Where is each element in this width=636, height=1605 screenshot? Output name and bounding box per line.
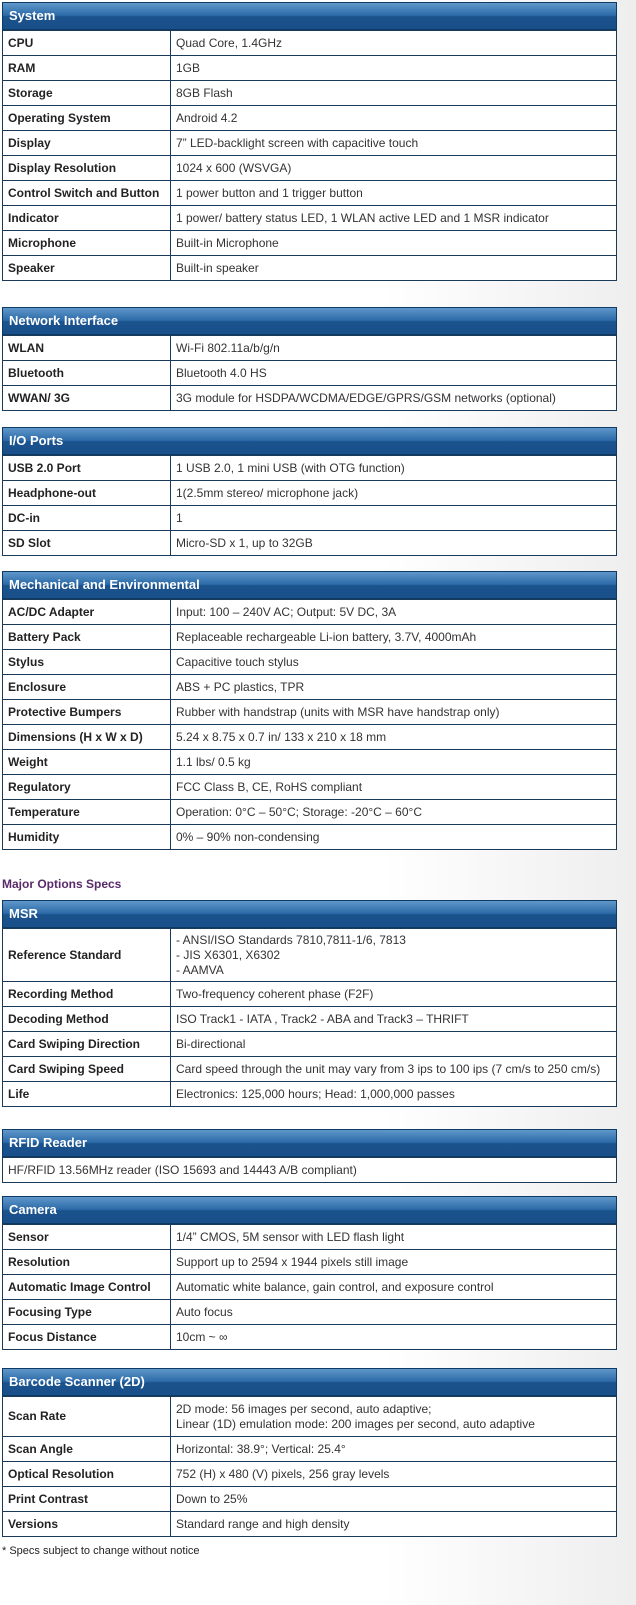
spec-value: 0% – 90% non-condensing: [171, 825, 617, 850]
table-row: [3, 775, 617, 800]
spec-label: WLAN: [3, 336, 171, 361]
table-row: [3, 982, 617, 1007]
spec-value: Automatic white balance, gain control, and exposure control: [171, 1275, 617, 1300]
spec-value: Rubber with handstrap (units with MSR have handstrap only): [171, 700, 617, 725]
spec-value: 1.1 lbs/ 0.5 kg: [171, 750, 617, 775]
table-row: [3, 625, 617, 650]
section-header: Barcode Scanner (2D): [2, 1368, 617, 1396]
spec-table: [2, 455, 617, 556]
spec-label: Print Contrast: [3, 1487, 171, 1512]
section-rfid-reader: [2, 1129, 617, 1183]
spec-label: Focusing Type: [3, 1300, 171, 1325]
section-header: RFID Reader: [2, 1129, 617, 1157]
footnote: * Specs subject to change without notice: [2, 1545, 200, 1557]
spec-value: Input: 100 – 240V AC; Output: 5V DC, 3A: [171, 600, 617, 625]
spec-label: Display: [3, 131, 171, 156]
table-row: [3, 1300, 617, 1325]
table-row: [3, 1225, 617, 1250]
spec-label: Humidity: [3, 825, 171, 850]
table-row: [3, 600, 617, 625]
table-row: [3, 231, 617, 256]
table-row: [3, 1275, 617, 1300]
spec-table: [2, 1224, 617, 1350]
table-row: [3, 1032, 617, 1057]
spec-table: [2, 928, 617, 1107]
spec-label: USB 2.0 Port: [3, 456, 171, 481]
spec-value: 1 power button and 1 trigger button: [171, 181, 617, 206]
spec-label: Scan Angle: [3, 1437, 171, 1462]
spec-value: Micro-SD x 1, up to 32GB: [171, 531, 617, 556]
table-row: [3, 725, 617, 750]
spec-value: 10cm ~ ∞: [171, 1325, 617, 1350]
spec-value-line: Linear (1D) emulation mode: 200 images per second, auto adaptive: [176, 1416, 535, 1431]
spec-value: Standard range and high density: [171, 1512, 617, 1537]
table-row: [3, 131, 617, 156]
spec-value: 5.24 x 8.75 x 0.7 in/ 133 x 210 x 18 mm: [171, 725, 617, 750]
spec-label: Reference Standard: [3, 929, 171, 982]
table-row: [3, 156, 617, 181]
table-row: [3, 481, 617, 506]
major-options-heading: Major Options Specs: [2, 877, 122, 891]
spec-label: Card Swiping Speed: [3, 1057, 171, 1082]
spec-table: [2, 335, 617, 411]
table-row: [3, 1250, 617, 1275]
spec-table: [2, 30, 617, 281]
spec-value-line: - ANSI/ISO Standards 7810,7811-1/6, 7813: [176, 932, 406, 947]
section-header: Network Interface: [2, 307, 617, 335]
section-header: I/O Ports: [2, 427, 617, 455]
spec-label: Resolution: [3, 1250, 171, 1275]
spec-label: Life: [3, 1082, 171, 1107]
section-camera: [2, 1196, 617, 1350]
table-row: [3, 1437, 617, 1462]
spec-label: Storage: [3, 81, 171, 106]
table-row: [3, 1462, 617, 1487]
spec-table: [2, 599, 617, 850]
spec-value-line: - AAMVA: [176, 962, 224, 977]
spec-label: Decoding Method: [3, 1007, 171, 1032]
table-row: [3, 1325, 617, 1350]
spec-value: 1 power/ battery status LED, 1 WLAN active LED and 1 MSR indicator: [171, 206, 617, 231]
spec-label: Versions: [3, 1512, 171, 1537]
spec-value: Android 4.2: [171, 106, 617, 131]
spec-label: Microphone: [3, 231, 171, 256]
spec-value: 752 (H) x 480 (V) pixels, 256 gray levels: [171, 1462, 617, 1487]
spec-label: Scan Rate: [3, 1397, 171, 1437]
table-row: [3, 800, 617, 825]
spec-value: Down to 25%: [171, 1487, 617, 1512]
section-header: Mechanical and Environmental: [2, 571, 617, 599]
spec-value: [171, 929, 617, 982]
spec-label: Speaker: [3, 256, 171, 281]
spec-value: Capacitive touch stylus: [171, 650, 617, 675]
spec-label: AC/DC Adapter: [3, 600, 171, 625]
spec-value: [171, 1397, 617, 1437]
table-row: [3, 506, 617, 531]
spec-label: SD Slot: [3, 531, 171, 556]
spec-value: Operation: 0°C – 50°C; Storage: -20°C – 60°C: [171, 800, 617, 825]
spec-value: 3G module for HSDPA/WCDMA/EDGE/GPRS/GSM networks (optional): [171, 386, 617, 411]
spec-value-line: 2D mode: 56 images per second, auto adaptive;: [176, 1401, 432, 1416]
table-row: [3, 256, 617, 281]
spec-value: Built-in speaker: [171, 256, 617, 281]
spec-label: WWAN/ 3G: [3, 386, 171, 411]
spec-value: 1(2.5mm stereo/ microphone jack): [171, 481, 617, 506]
section-mechanical-environmental: [2, 571, 617, 850]
spec-label: Bluetooth: [3, 361, 171, 386]
table-row: [3, 531, 617, 556]
spec-label: Weight: [3, 750, 171, 775]
table-row: [3, 700, 617, 725]
table-row: [3, 1487, 617, 1512]
table-row: [3, 31, 617, 56]
spec-value: HF/RFID 13.56MHz reader (ISO 15693 and 14443 A/B compliant): [3, 1158, 617, 1183]
spec-value: Bluetooth 4.0 HS: [171, 361, 617, 386]
spec-value: Replaceable rechargeable Li-ion battery, 3.7V, 4000mAh: [171, 625, 617, 650]
spec-value: Auto focus: [171, 1300, 617, 1325]
spec-value: FCC Class B, CE, RoHS compliant: [171, 775, 617, 800]
section-header: Camera: [2, 1196, 617, 1224]
section-header: MSR: [2, 900, 617, 928]
spec-label: Protective Bumpers: [3, 700, 171, 725]
spec-label: Operating System: [3, 106, 171, 131]
spec-value: Wi-Fi 802.11a/b/g/n: [171, 336, 617, 361]
table-row: [3, 1057, 617, 1082]
spec-label: Indicator: [3, 206, 171, 231]
spec-label: RAM: [3, 56, 171, 81]
table-row: [3, 336, 617, 361]
spec-label: Stylus: [3, 650, 171, 675]
table-row: [3, 650, 617, 675]
spec-value: Built-in Microphone: [171, 231, 617, 256]
table-row: [3, 181, 617, 206]
section-io-ports: [2, 427, 617, 556]
spec-value: Support up to 2594 x 1944 pixels still image: [171, 1250, 617, 1275]
section-barcode-scanner: [2, 1368, 617, 1537]
spec-label: Optical Resolution: [3, 1462, 171, 1487]
spec-table: [2, 1157, 617, 1183]
table-row: [3, 56, 617, 81]
table-row: [3, 1397, 617, 1437]
section-network-interface: [2, 307, 617, 411]
spec-label: Regulatory: [3, 775, 171, 800]
spec-value-line: - JIS X6301, X6302: [176, 947, 281, 962]
spec-label: Card Swiping Direction: [3, 1032, 171, 1057]
table-row: [3, 206, 617, 231]
table-row: [3, 1512, 617, 1537]
table-row: [3, 106, 617, 131]
table-row: [3, 361, 617, 386]
table-row: [3, 1158, 617, 1183]
spec-label: Display Resolution: [3, 156, 171, 181]
table-row: [3, 81, 617, 106]
spec-value: 7” LED-backlight screen with capacitive touch: [171, 131, 617, 156]
table-row: [3, 929, 617, 982]
table-row: [3, 1082, 617, 1107]
spec-table: [2, 1396, 617, 1537]
spec-label: Automatic Image Control: [3, 1275, 171, 1300]
table-row: [3, 825, 617, 850]
spec-label: Dimensions (H x W x D): [3, 725, 171, 750]
spec-label: Focus Distance: [3, 1325, 171, 1350]
spec-value: Electronics: 125,000 hours; Head: 1,000,000 passes: [171, 1082, 617, 1107]
table-row: [3, 675, 617, 700]
table-row: [3, 1007, 617, 1032]
spec-value: 8GB Flash: [171, 81, 617, 106]
spec-label: DC-in: [3, 506, 171, 531]
spec-label: Recording Method: [3, 982, 171, 1007]
spec-label: Temperature: [3, 800, 171, 825]
spec-label: Headphone-out: [3, 481, 171, 506]
spec-value: Card speed through the unit may vary from 3 ips to 100 ips (7 cm/s to 250 cm/s): [171, 1057, 617, 1082]
spec-value: Quad Core, 1.4GHz: [171, 31, 617, 56]
table-row: [3, 386, 617, 411]
spec-value: Horizontal: 38.9°; Vertical: 25.4°: [171, 1437, 617, 1462]
spec-label: Sensor: [3, 1225, 171, 1250]
section-header: System: [2, 2, 617, 30]
table-row: [3, 456, 617, 481]
spec-value: 1GB: [171, 56, 617, 81]
spec-label: Battery Pack: [3, 625, 171, 650]
table-row: [3, 750, 617, 775]
spec-value: Bi-directional: [171, 1032, 617, 1057]
spec-value: 1: [171, 506, 617, 531]
section-system: [2, 2, 617, 281]
section-msr: [2, 900, 617, 1107]
spec-value: 1024 x 600 (WSVGA): [171, 156, 617, 181]
spec-value: ABS + PC plastics, TPR: [171, 675, 617, 700]
spec-label: Enclosure: [3, 675, 171, 700]
spec-value: 1 USB 2.0, 1 mini USB (with OTG function): [171, 456, 617, 481]
spec-label: Control Switch and Button: [3, 181, 171, 206]
spec-value: 1/4” CMOS, 5M sensor with LED flash light: [171, 1225, 617, 1250]
spec-value: Two-frequency coherent phase (F2F): [171, 982, 617, 1007]
spec-label: CPU: [3, 31, 171, 56]
spec-value: ISO Track1 - IATA , Track2 - ABA and Track3 – THRIFT: [171, 1007, 617, 1032]
